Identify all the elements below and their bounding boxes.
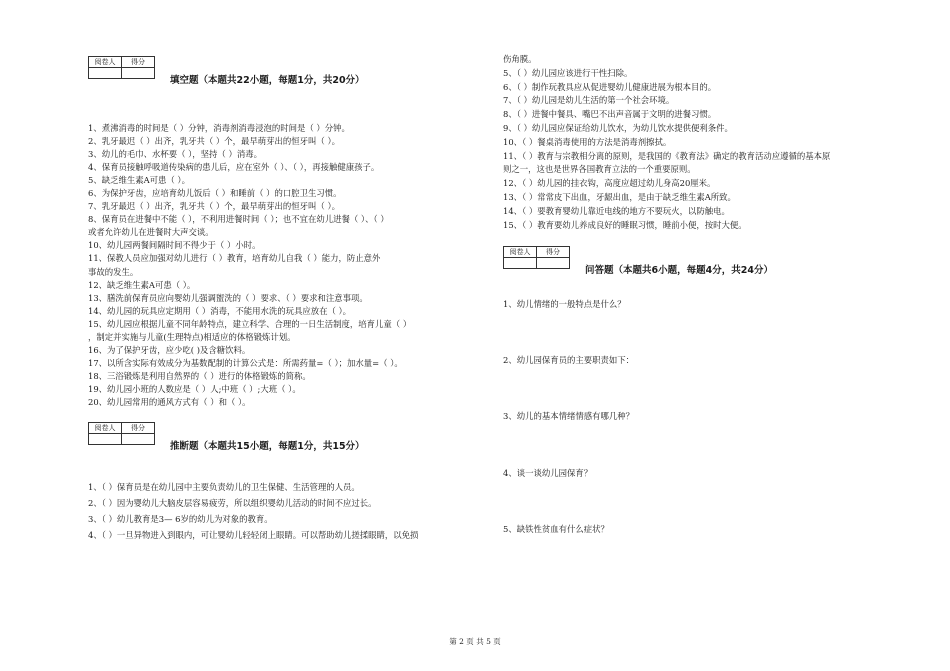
score-cell[interactable] (122, 68, 155, 79)
score-box (88, 422, 155, 445)
fill-section-header (88, 56, 483, 86)
fill-question-line: 8、保育员在进餐中不能（ ），不利用进餐时间（ ）；也不宜在幼儿进餐（ ）、（ ） (88, 214, 389, 225)
fill-question-line: 20、幼儿园常用的通风方式有（ ）和（ ）。 (88, 396, 251, 407)
reviewer-cell[interactable] (89, 68, 122, 79)
reviewer-label: 阅卷人 (89, 423, 122, 434)
fill-question-line: 1、煮沸消毒的时间是（ ）分钟，消毒剂消毒浸泡的时间是（ ）分钟。 (88, 123, 350, 133)
judge-question-line: 6、（ ）制作玩教具应从促进婴幼儿健康进展为根本目的。 (503, 81, 717, 92)
score-label: 得分 (537, 247, 570, 258)
score-cell[interactable] (537, 258, 570, 269)
judge-question-line: 伤角膜。 (503, 54, 537, 64)
fill-question-line: 14、幼儿园的玩具应定期用（ ）消毒，不能用水洗的玩具应放在（ ）。 (88, 305, 352, 316)
judge-question-line: 15、（ ）教育要幼儿养成良好的睡眠习惯，睡前小便，按时大便。 (503, 219, 747, 230)
qa-question: 2、幼儿园保育员的主要职责如下： (503, 355, 634, 366)
judge-question-line: 2、（ ）因为婴幼儿大脑皮层容易疲劳，所以组织婴幼儿活动的时间不应过长。 (88, 498, 377, 509)
judge-questions-continued (503, 53, 898, 232)
qa-questions (503, 298, 898, 535)
qa-section-title: 问答题（本题共6小题，每题4分，共24分） (585, 265, 773, 277)
fill-question-line: 17、以所含实际有效成分为基数配制的计算公式是：所需药量=（ ）；加水量=（ ）。 (88, 357, 403, 368)
fill-question-line: 7、乳牙最迟（ ）出齐，乳牙共（ ）个，最早萌芽出的恒牙叫（ ）。 (88, 201, 340, 212)
fill-section-title: 填空题（本题共22小题，每题1分，共20分） (170, 75, 365, 86)
judge-section-title: 推断题（本题共15小题，每题1分，共15分） (170, 441, 365, 453)
reviewer-cell[interactable] (504, 258, 537, 269)
fill-question-line: 13、膳洗前保育员应向婴幼儿强调盥洗的（ ）要求、（ ）要求和注意事项。 (88, 292, 368, 303)
judge-question-line: 4、（ ）一旦异物进入到眼内，可让婴幼儿轻轻闭上眼睛。可以帮助幼儿搓揉眼睛，以免损 (88, 530, 419, 541)
fill-questions (88, 122, 483, 409)
score-cell[interactable] (122, 434, 155, 445)
fill-question-line: 18、三浴锻炼是利用自然界的（ ）进行的体格锻炼的简称。 (88, 370, 311, 381)
fill-question-line: 或者允许幼儿在进餐时大声交谈。 (88, 227, 214, 238)
fill-question-line: ，制定并实施与儿童(生理特点)相适应的体格锻炼计划。 (88, 331, 296, 342)
fill-question-line: 12、缺乏维生素A可患（ ）。 (88, 279, 196, 290)
score-box (88, 56, 155, 79)
qa-question: 3、幼儿的基本情绪情感有哪几种？ (503, 411, 634, 422)
fill-question-line: 15、幼儿园应根据儿童不同年龄特点，建立科学、合理的一日生活制度，培育儿童（ ） (88, 318, 412, 329)
qa-question: 4、谈一谈幼儿园保育？ (503, 467, 593, 478)
fill-question-line: 5、缺乏维生素A可患（ ）。 (88, 175, 190, 186)
qa-question: 1、幼儿情绪的一般特点是什么？ (503, 299, 626, 310)
fill-question-line: 19、幼儿园小班的人数应是（ ）人;中班（ ）;大班（ ）。 (88, 383, 301, 394)
left-column (88, 56, 483, 543)
reviewer-label: 阅卷人 (89, 57, 122, 68)
qa-section-header (503, 246, 898, 276)
score-box (503, 246, 570, 269)
fill-question-line: 16、为了保护牙齿，应少吃( )及含糖饮料。 (88, 344, 251, 355)
reviewer-label: 阅卷人 (504, 247, 537, 258)
score-label: 得分 (122, 423, 155, 434)
judge-question-line: 3、（ ）幼儿教育是3— 6岁的幼儿为对象的教育。 (88, 514, 273, 525)
score-label: 得分 (122, 57, 155, 68)
qa-question: 5、缺铁性贫血有什么症状？ (503, 523, 609, 534)
fill-question-line: 2、乳牙最迟（ ）出齐，乳牙共（ ）个，最早萌芽出的恒牙叫（ ）。 (88, 136, 340, 147)
fill-question-line: 4、保育员接触呼吸道传染病的患儿后，应在室外（ ）、（ ），再接触健康孩子。 (88, 162, 380, 173)
judge-question-line: 11、（ ）教育与宗教相分离的原则，是我国的《教育法》确定的教育活动应遵循的基本原 (503, 150, 831, 161)
fill-question-line: 6、为保护牙齿，应培育幼儿饭后（ ）和睡前（ ）的口腔卫生习惯。 (88, 188, 342, 199)
judge-question-line: 10、（ ）餐桌消毒使用的方法是消毒剂擦拭。 (503, 136, 672, 147)
judge-question-line: 则之一，这也是世界各国教育立法的一个重要原则。 (503, 164, 696, 175)
reviewer-cell[interactable] (89, 434, 122, 445)
judge-question-line: 7、（ ）幼儿园是幼儿生活的第一个社会环境。 (503, 95, 675, 106)
judge-section-header (88, 422, 483, 452)
fill-question-line: 3、幼儿的毛巾、水杯要（ ），坚持（ ）消毒。 (88, 149, 262, 160)
judge-question-line: 13、（ ）常常皮下出血，牙龈出血，是由于缺乏维生素A所致。 (503, 191, 736, 202)
judge-question-line: 1、（ ）保育员是在幼儿园中主要负责幼儿的卫生保健、生活管理的人员。 (88, 482, 360, 493)
judge-question-line: 8、（ ）进餐中餐具、嘴巴不出声音属于文明的进餐习惯。 (503, 109, 717, 120)
judge-question-line: 9、（ ）幼儿园应保证给幼儿饮水，为幼儿饮水提供便利条件。 (503, 122, 733, 133)
fill-question-line: 11、保教人员应加强对幼儿进行（ ）教育，培育幼儿自我（ ）能力，防止意外 (88, 253, 381, 264)
right-column (503, 56, 898, 536)
page-footer: 第 2 页 共 5 页 (449, 637, 501, 646)
judge-questions (88, 479, 483, 543)
fill-question-line: 10、幼儿园两餐间隔时间不得少于（ ）小时。 (88, 240, 261, 251)
judge-question-line: 12、（ ）幼儿园的挂衣钩，高度应超过幼儿身高20厘米。 (503, 178, 716, 189)
judge-question-line: 14、（ ）要教育婴幼儿靠近电线的地方不要玩火，以防触电。 (503, 205, 730, 216)
judge-question-line: 5、（ ）幼儿园应该进行干性扫除。 (503, 67, 633, 78)
fill-question-line: 事故的发生。 (88, 266, 139, 277)
